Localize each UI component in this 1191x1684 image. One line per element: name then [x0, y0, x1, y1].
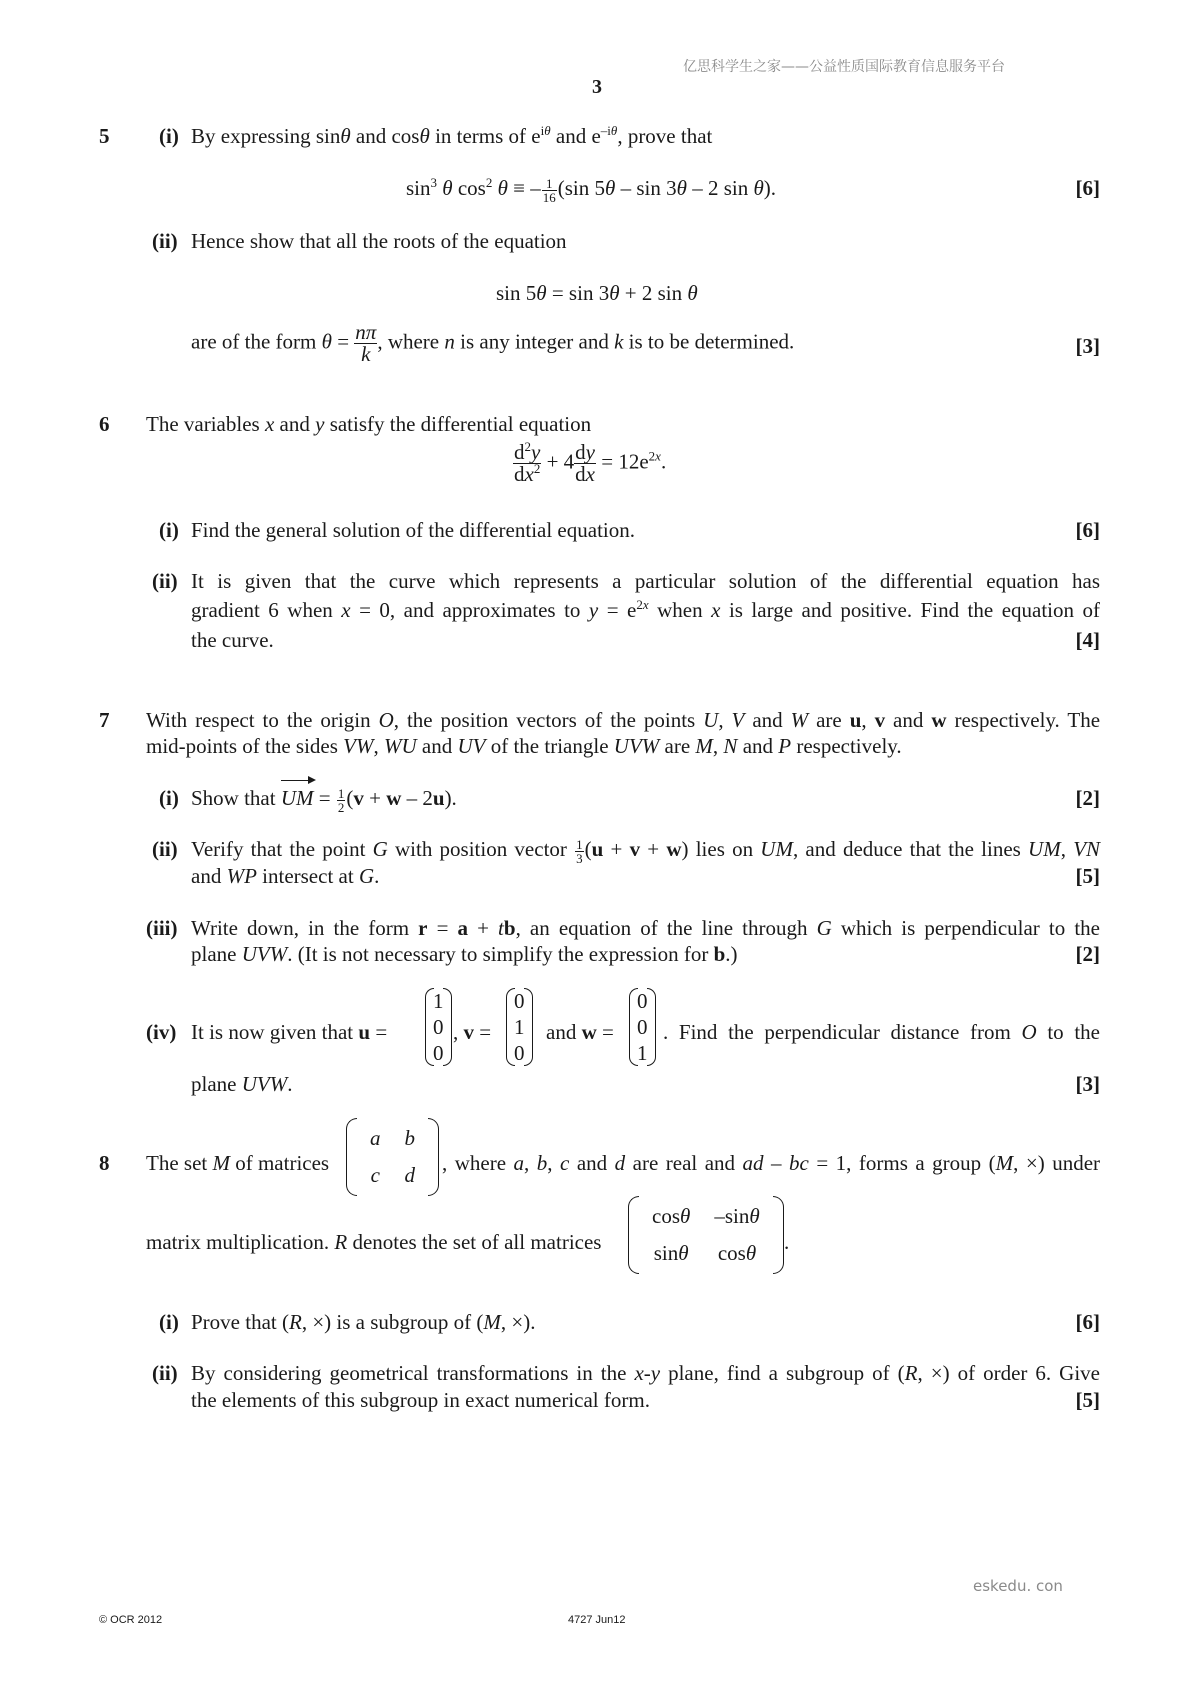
q7-part-iv-label: (iv) [146, 1020, 177, 1044]
q6-part-ii-line-1: It is given that the curve which represents a particular solution of the differential equation has [191, 569, 1100, 593]
q6-intro: The variables x and y satisfy the differential equation [146, 412, 592, 436]
q7-part-ii-line-2: and WP intersect at G. [191, 864, 380, 888]
q5-part-ii-form: are of the form θ = $\frac{n\pi}{k}$ , where n is any integer and k is to be determined. [191, 320, 795, 366]
q6-part-ii-line-3: the curve. [191, 628, 274, 652]
page-number: 3 [592, 76, 602, 98]
q6-part-i-text: Find the general solution of the differential equation. [191, 518, 635, 542]
q6-part-i-label: (i) [159, 518, 179, 542]
q5-equation: sin 5θ = sin 3θ + 2 sin θ [496, 281, 698, 305]
vector-w: 0 0 1 [629, 988, 656, 1066]
footer-paper-code: 4727 Jun12 [568, 1614, 626, 1626]
q7-part-i-mark: [2] [1075, 786, 1100, 810]
q6-part-i-mark: [6] [1075, 518, 1100, 542]
q8-part-i-mark: [6] [1075, 1310, 1100, 1334]
q7-part-iv-line-1: It is now given that u = 1 0 0 , v = 0 1 0 and w = 0 0 1 . Find the perpendicular distance from O to the [191, 989, 1100, 1065]
vector-v: 0 1 0 [506, 988, 533, 1066]
q5-part-ii-label: (ii) [152, 229, 178, 253]
q7-part-i-text: Show that UM = $\frac{1}{2}$ (v + w – 2u). [191, 786, 457, 814]
q7-part-iv-line-2: plane UVW. [191, 1072, 293, 1096]
q8-part-i-text: Prove that (R, ×) is a subgroup of (M, ×). [191, 1310, 536, 1334]
q5-part-ii-mark: [3] [1075, 334, 1100, 358]
q6-part-ii-mark: [4] [1075, 628, 1100, 652]
q5-part-i-text: By expressing sinθ and cosθ in terms of $e^{i\theta}$ and $e^{-i\theta}$, prove that [191, 123, 713, 148]
q5-part-ii-text: Hence show that all the roots of the equation [191, 229, 567, 253]
q5-part-i-mark: [6] [1075, 176, 1100, 200]
q7-part-iii-line-1: Write down, in the form r = a + tb, an equation of the line through G which is perpendicular to the [191, 916, 1100, 940]
q6-differential-equation: $\frac{d^2y}{dx^2}$ + 4 $\frac{dy}{dx}$ = $12e^{2x}$. [514, 439, 667, 486]
header-watermark: 亿思科学生之家——公益性质国际教育信息服务平台 [683, 59, 1005, 75]
q7-part-iv-mark: [3] [1075, 1072, 1100, 1096]
q7-part-iii-label: (iii) [146, 916, 178, 940]
q5-identity: $\sin^3 \theta$ $\cos^2 \theta$ ≡ – $\frac{1}{16}$ (sin 5θ – sin 3θ – 2 sin θ). [406, 175, 777, 205]
q5-part-i-label: (i) [159, 124, 179, 148]
question-7-number: 7 [99, 708, 110, 732]
matrix-abcd: a b c d [346, 1118, 439, 1196]
q6-part-ii-label: (ii) [152, 569, 178, 593]
q8-intro-line-2: matrix multiplication. R denotes the set of all matrices cosθ –sinθ sinθ cosθ . [146, 1196, 846, 1286]
q8-part-i-label: (i) [159, 1310, 179, 1334]
q6-part-ii-line-2: gradient 6 when x = 0, and approximates to $y = e^{2x}$ when x is large and positive. Find the equation of [191, 597, 1100, 622]
q8-intro-line-1: The set M of matrices a b c d , where a, b, c and d are real and ad – bc = 1, forms a group (M, ×) under [146, 1118, 1100, 1208]
q7-part-iii-line-2: plane UVW. (It is not necessary to simplify the expression for b.) [191, 942, 738, 966]
question-8-number: 8 [99, 1151, 110, 1175]
q7-intro-line-2: mid-points of the sides VW, WU and UV of the triangle UVW are M, N and P respectively. [146, 734, 902, 758]
footer-watermark: eskedu. con [973, 1577, 1063, 1595]
q8-part-ii-line-2: the elements of this subgroup in exact numerical form. [191, 1388, 650, 1412]
q8-part-ii-line-1: By considering geometrical transformations in the x-y plane, find a subgroup of (R, ×) of order 6. Give [191, 1361, 1100, 1385]
q7-part-i-label: (i) [159, 786, 179, 810]
question-5-number: 5 [99, 124, 110, 148]
q7-part-iii-mark: [2] [1075, 942, 1100, 966]
q7-part-ii-label: (ii) [152, 837, 178, 861]
rotation-matrix: cosθ –sinθ sinθ cosθ [628, 1196, 784, 1274]
question-6-number: 6 [99, 412, 110, 436]
q7-part-ii-line-1: Verify that the point G with position vector $\frac{1}{3}$ (u + v + w) lies on UM, and deduce that the lines UM, VN [191, 836, 1101, 866]
q8-part-ii-mark: [5] [1075, 1388, 1100, 1412]
q7-intro-line-1: With respect to the origin O, the position vectors of the points U, V and W are u, v and w respectively. The [146, 708, 1101, 732]
vector-u: 1 0 0 [425, 988, 452, 1066]
q8-part-ii-label: (ii) [152, 1361, 178, 1385]
footer-copyright: © OCR 2012 [99, 1614, 163, 1626]
q7-part-ii-mark: [5] [1075, 864, 1100, 888]
